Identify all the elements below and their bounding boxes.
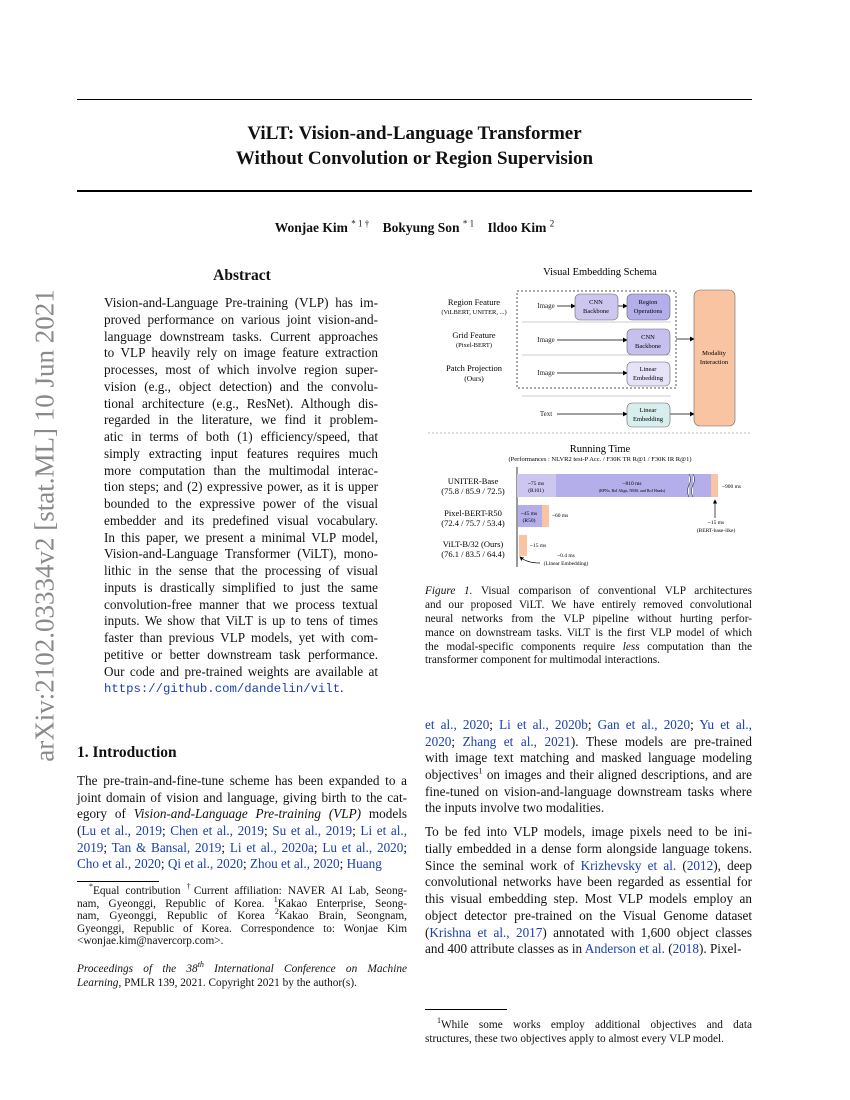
text-span: regarded in the literature, we find it problem- [104,412,378,428]
model-name: ViLT-B/32 (Ours) [442,539,504,549]
figure-caption [425,585,752,668]
input-label: Image [537,336,555,344]
text-span: vision (e.g., object detection) and the convolu- [104,378,378,394]
text-line [425,874,752,891]
svg-text:Embedding: Embedding [633,375,663,382]
text-span: to VLP heavily rely on image feature extraction [104,345,378,361]
text-span: ; [352,823,361,839]
text-span: more computation than the multimodal interac- [104,462,378,478]
model-scores: (72.4 / 75.7 / 53.4) [441,518,505,528]
text-span: Vision-and-Language Pre-training (VLP) [133,806,362,822]
text-span: Equal contribution [93,885,187,897]
text-line [425,908,752,925]
footnote-mark: 1 [478,766,483,776]
running-time-subtitle: (Performances : NLVR2 test-P Acc. / F30K TR R@1 / F30K IR R@1) [508,456,692,463]
text-span: on images and their aligned descriptions, and are [482,767,752,783]
svg-text:Region: Region [638,299,658,306]
citation-link[interactable]: 2020 [425,733,452,749]
text-span: objectives [425,767,479,783]
text-span: The pre-train-and-fine-tune scheme has been expanded to a [77,773,407,788]
text-span: petitive or better downstream task performance. [104,646,378,662]
footnote-mark: 2 [274,907,279,917]
text-span: ( [77,823,82,839]
text-span: with image text matching and masked language modeling [425,750,752,766]
text-span: International Conference on Machine [203,963,407,975]
text-span: inputs. We show that ViLT is up to tens of times [104,613,378,629]
citation-link[interactable]: Cho et al., 2020 [77,856,161,872]
author: Bokyung Son $^{* 1}$ [382,218,475,235]
text-span: Proceedings of the 38 [77,963,198,975]
row-label: Patch Projection [446,363,502,373]
text-line [425,800,752,817]
abstract-heading: Abstract [213,267,271,284]
citation-link[interactable]: 2018 [672,941,699,957]
text-span: ; [489,717,500,732]
svg-text:~15 ms: ~15 ms [707,520,725,526]
text-span: ( [676,857,687,873]
text-line [425,750,752,767]
svg-text:~15 ms: ~15 ms [530,543,547,549]
svg-text:CNN: CNN [641,334,655,341]
citation-link[interactable]: Krizhevsky et al. [580,857,677,873]
code-url-link[interactable]: https://github.com/dandelin/vilt [104,682,341,697]
citation-link[interactable]: Tan & Bansal, 2019 [111,839,222,855]
text-span: Gyeonggi, Republic of Korea. Correspondence to: Wonjae Kim [77,922,407,935]
input-label: Text [539,410,553,418]
text-span: object detector pre-trained on the Visual Genome dataset [425,907,752,923]
schema-title: Visual Embedding Schema [543,267,657,278]
citation-link[interactable]: Yu et al., [699,717,752,732]
citation-link[interactable]: Krishna et al., 2017 [429,924,543,940]
running-time-title: Running Time [569,444,631,455]
citation-link[interactable]: Chen et al., 2019 [170,823,264,839]
text-span: , PMLR 139, 2021. Copyright 2021 by the author(s). [118,976,357,989]
text-line [425,841,752,858]
text-line [425,613,752,627]
svg-text:(R101): (R101) [528,488,544,494]
text-span: mance on downstream tasks. ViLT is the first VLP model of which [425,626,752,639]
intro-heading: 1. Introduction [77,744,177,761]
citation-link[interactable]: 2012 [686,857,714,873]
text-span: nam, Gyeonggi, Republic of Korea. [77,897,274,910]
author: Wonjae Kim $^{* 1 \dagger}$ [274,218,370,235]
text-span: ; [103,839,112,855]
paper-title-line-1: ViLT: Vision-and-Language Transformer [247,123,582,144]
row-label: Grid Feature [452,330,496,340]
cnn-backbone-box [575,294,618,320]
text-span: the inputs involve two modalities. [425,800,605,816]
pixelbert-transformer-bar [542,505,549,527]
text-span: Visual comparison of conventional VLP architectures [472,585,753,597]
citation-link[interactable]: Zhou et al., 2020 [249,856,340,872]
text-span: and 400 attribute classes as in [425,941,585,957]
svg-text:Operations: Operations [633,308,663,315]
footnote-mark: th [197,960,204,970]
text-span: transformer component for multimodal interactions. [425,654,660,667]
intro-paragraph-continued [425,717,752,817]
text-span: ). These models are pre-trained [570,733,752,749]
svg-text:Backbone: Backbone [635,343,661,350]
text-span: inputs is drastically simplified to just the same [104,579,378,595]
svg-text:(R50): (R50) [522,518,536,524]
text-line [425,767,752,784]
text-span: ) annotated with 1,600 object classes [542,924,752,940]
citation-link[interactable]: Lu et al., 2020 [322,839,404,855]
text-span: less [622,640,640,653]
text-span: structures, these two objectives apply to almost every VLP model. [425,1032,724,1045]
text-line [425,585,752,599]
text-span: Current affiliation: NAVER AI Lab, Seong- [193,885,408,897]
modality-interaction-box [694,290,735,426]
svg-text:~75 ms: ~75 ms [527,481,545,487]
text-span: In this paper, we present a minimal VLP model, [104,529,378,545]
text-span: ; [242,856,250,872]
text-span: faster than previous VLP models, yet with com- [104,630,378,645]
text-span: <wonjae.kim@navercorp.com>. [77,935,224,948]
text-span: fine-tuned on vision-and-language downstream tasks where [425,783,752,799]
text-span: the modal-specific components require [425,640,623,653]
text-span: tion steps; and (2) expressive power, as it is upper [104,479,378,495]
text-line [425,627,752,641]
text-span: this visual embedding step. Most VLP models employ an [425,891,752,906]
text-line [425,784,752,801]
text-span: and our proposed ViLT. We have entirely removed convolutional [425,598,752,611]
text-line [425,858,752,875]
input-label: Image [537,369,555,377]
text-span: ; [263,823,273,839]
model-scores: (76.1 / 83.5 / 64.4) [441,549,505,559]
text-span: Vision-and-Language Transformer (ViLT), mono- [104,546,378,562]
text-span: ; [403,839,408,855]
text-span: language downstream tasks. Current approaches [104,328,378,344]
arrow-icon [520,557,540,563]
svg-text:(BERT-base-like): (BERT-base-like) [696,528,736,534]
text-line [425,654,752,668]
svg-text:(RPNs, RoI Align, NMS, and RoI: (RPNs, RoI Align, NMS, and RoI Heads) [598,488,666,493]
text-span: ; [160,856,168,872]
text-span: joint domain of vision and language, giving birth to the cat- [77,789,407,805]
vilt-transformer-bar [519,535,527,556]
text-span: . [340,680,344,696]
text-line [425,641,752,655]
text-span: Learning [77,976,119,989]
text-line [425,824,752,841]
footnote-rule [425,1009,507,1010]
citation-link[interactable]: Gan et al., 2020 [597,717,691,732]
citation-link[interactable]: Huang [346,856,382,872]
text-span: ; [161,823,171,839]
footnote-mark: 1 [273,894,278,904]
text-span: atic in terms of both (1) efficiency/speed, that [104,429,378,444]
text-span: Kakao Enterprise, Seong- [277,897,408,910]
text-span: egory of [77,806,134,822]
text-span: To be fed into VLP models, image pixels need to be ini- [425,824,752,839]
text-span: ( [664,941,673,957]
text-span: While some works employ additional objectives and data [441,1019,752,1031]
text-span: ; [690,717,700,732]
text-span: embedder and its predefined visual vocabulary. [104,512,378,528]
text-line [425,1033,752,1047]
row-sub: (Ours) [464,374,484,383]
text-span: Since the seminal work of [425,857,581,873]
text-line [425,599,752,613]
text-span: ), deep [713,857,753,873]
author: Ildoo Kim $^2$ [487,218,555,235]
row-sub: (Pixel-BERT) [455,342,493,349]
intro-paragraph-2 [425,824,752,958]
text-span: nam, Gyeonggi, Republic of Korea [77,910,275,923]
citation-link[interactable]: Lu et al., 2019 [81,823,162,839]
text-span: neural networks from the VLP pipeline without hurting perfor- [425,612,752,625]
text-span: bounded to the expressive power of the visual [104,496,378,511]
text-span: ). Pixel- [698,941,742,957]
svg-text:Embedding: Embedding [633,416,663,423]
text-span: ( [425,924,430,940]
footnote-mark: 1 [437,1016,441,1026]
citation-link[interactable]: Qi et al., 2020 [167,856,243,872]
paper-title-line-2: Without Convolution or Region Supervision [235,148,594,169]
svg-text:~0.4 ms: ~0.4 ms [557,553,575,559]
text-span: simply extracting input features requires much [104,445,378,461]
text-span: models [361,806,407,822]
svg-text:CNN: CNN [589,299,603,306]
text-line [425,1016,752,1033]
svg-text:~60 ms: ~60 ms [552,513,569,519]
input-label: Image [537,302,555,310]
row-label: Region Feature [447,297,501,307]
svg-text:~810 ms: ~810 ms [622,481,642,487]
text-span: convolution-free manner that we process textual [104,596,378,612]
uniter-transformer-bar [711,474,718,497]
text-span: ; [451,733,463,749]
text-line [425,925,752,942]
text-span: Our code and pre-trained weights are available at [104,663,378,679]
citation-link[interactable]: Anderson et al. [584,941,665,957]
text-span: Kakao Brain, Seongnam, [278,910,407,923]
citation-link[interactable]: Li et al., 2020b [499,717,588,732]
text-line [425,891,752,908]
row-sub: (ViLBERT, UNITER, ...) [441,309,507,316]
model-name: UNITER-Base [447,476,499,486]
footnote-1 [425,1016,752,1046]
text-line [425,941,752,958]
text-span: computation than the [639,640,752,653]
svg-text:Backbone: Backbone [583,308,609,315]
svg-text:Linear: Linear [639,366,657,373]
model-name: Pixel-BERT-R50 [444,508,502,518]
text-span: ; [339,856,347,872]
svg-text:~45 ms: ~45 ms [520,511,538,517]
citation-link[interactable]: Li et al., [360,823,408,839]
text-line [425,734,752,751]
text-span: convolutional networks have been regarded as essential for [425,874,752,890]
region-operations-box [627,294,670,320]
citation-link[interactable]: Zhang et al., 2021 [462,733,571,749]
svg-text:Interaction: Interaction [699,359,729,366]
text-span: Figure 1. [425,585,473,597]
citation-link[interactable]: Li et al., 2020a [229,839,314,855]
cnn-backbone-box [627,329,670,355]
text-span: lithic in the sense that the processing of visual [104,563,378,578]
text-span: tially embedded in a dense form alongside language tokens. [425,840,752,856]
text-line [425,717,752,734]
text-span: proved performance on various joint vision-and- [104,311,378,327]
text-span: tional architecture (e.g., ResNet). Although dis- [104,395,378,411]
text-span: ; [313,839,323,855]
citation-link[interactable]: Su et al., 2019 [272,823,353,839]
text-span: processes, most of which involve region super- [104,362,378,377]
arxiv-side-stamp: arXiv:2102.03334v2 [stat.ML] 10 Jun 2021 [29,289,60,762]
text-span: ; [587,717,598,732]
svg-text:Modality: Modality [702,350,726,357]
svg-text:~900 ms: ~900 ms [722,484,742,490]
text-span: ; [221,839,230,855]
svg-text:Linear: Linear [639,407,657,414]
citation-link[interactable]: 2019 [77,839,104,855]
footnote-mark: * [89,882,93,892]
footnote-mark: † [186,882,194,892]
text-span: Vision-and-Language Pre-training (VLP) has im- [104,295,378,310]
svg-text:(Linear Embedding): (Linear Embedding) [543,561,589,567]
model-scores: (75.8 / 85.9 / 72.5) [441,486,505,496]
citation-link[interactable]: et al., 2020 [425,717,490,732]
